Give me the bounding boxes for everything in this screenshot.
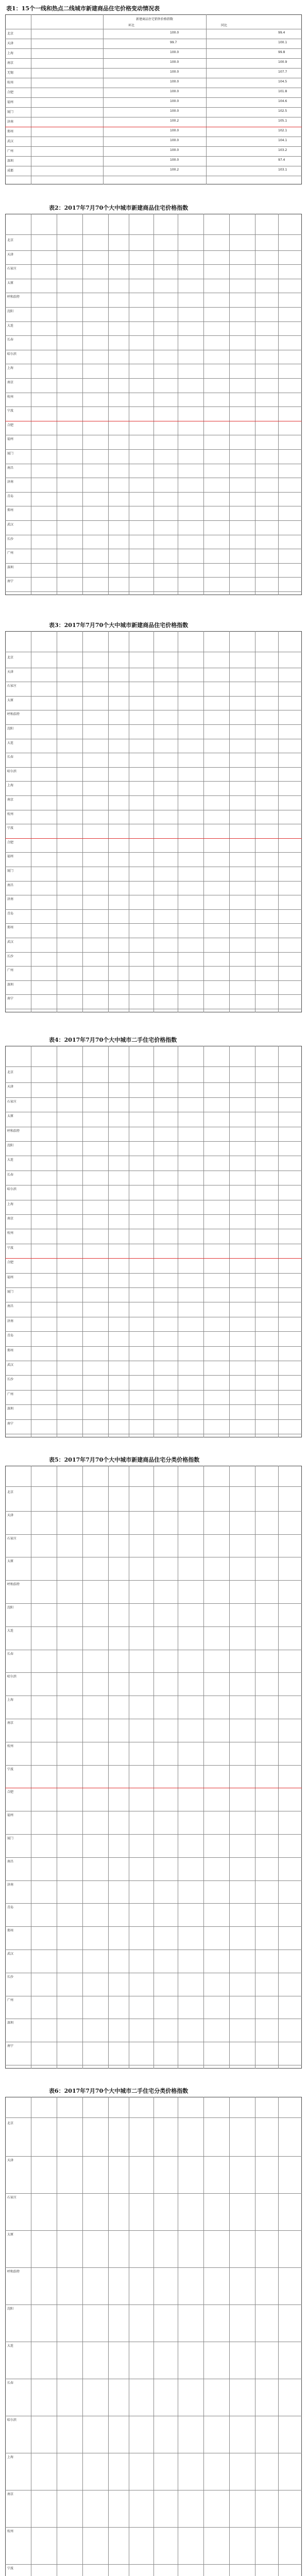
city-name: 杭州	[7, 1231, 14, 1235]
table-rule	[203, 214, 204, 595]
table-rule	[82, 1466, 83, 2069]
table-cell: 100.0	[170, 139, 179, 142]
table-header: 同比	[220, 24, 227, 27]
table-rule	[278, 631, 279, 1012]
city-name: 南宁	[7, 1421, 14, 1426]
city-name: 长沙	[7, 1378, 14, 1382]
city-name: 南京	[7, 1217, 14, 1221]
city-name: 福州	[7, 855, 14, 859]
table-cell: 107.7	[278, 70, 287, 74]
table-rule	[5, 1258, 302, 1259]
table-rule	[5, 1626, 302, 1627]
city-name: 长春	[7, 755, 14, 759]
table-rule	[5, 980, 302, 981]
city-name: 呼和浩特	[7, 1583, 20, 1587]
city-name: 呼和浩特	[7, 295, 20, 299]
table-rule	[5, 1511, 302, 1512]
city-name: 天津	[7, 2159, 14, 2162]
city-name: 宁波	[7, 409, 14, 413]
city-name: 厦门	[7, 1290, 14, 1294]
city-name: 济南	[7, 120, 14, 124]
city-name: 天津	[7, 42, 14, 45]
city-name: 上海	[7, 1202, 14, 1206]
table-rule	[5, 2193, 302, 2194]
table-rule	[5, 146, 302, 147]
city-name: 宁波	[7, 826, 14, 831]
table-rule	[5, 1419, 302, 1420]
city-name: 南昌	[7, 883, 14, 887]
table-title: 表5：2017年7月70个大中城市新建商品住宅分类价格指数	[49, 1456, 200, 1463]
table-frame	[5, 14, 302, 184]
city-name: 郑州	[7, 1929, 14, 1933]
city-name: 北京	[7, 1071, 14, 1074]
table-cell: 100.2	[170, 168, 179, 172]
table-rule	[5, 563, 302, 564]
city-name: 上海	[7, 2455, 14, 2459]
city-name: 郑州	[7, 1348, 14, 1352]
table-cell: 99.7	[170, 41, 177, 44]
city-name: 长沙	[7, 954, 14, 958]
city-name: 青岛	[7, 911, 14, 916]
city-name: 石家庄	[7, 1099, 17, 1104]
city-name: 广州	[7, 1392, 14, 1396]
city-name: 南昌	[7, 1859, 14, 1863]
table-title: 表4：2017年7月70个大中城市二手住宅价格指数	[49, 1037, 177, 1043]
city-name: 福州	[7, 100, 14, 104]
city-name: 南宁	[7, 2044, 14, 2048]
table-rule	[5, 1390, 302, 1391]
table-rule	[5, 1273, 302, 1274]
city-name: 杭州	[7, 395, 14, 399]
city-name: 沈阳	[7, 1606, 14, 1609]
city-name: 哈尔滨	[7, 2418, 17, 2422]
table-cell: 100.0	[170, 60, 179, 64]
table-rule	[278, 1466, 279, 2069]
table-rule	[206, 14, 207, 184]
table-rule	[5, 1765, 302, 1766]
city-name: 武汉	[7, 1952, 14, 1956]
table-rule	[203, 1046, 204, 1437]
city-name: 哈尔滨	[7, 769, 17, 773]
city-name: 杭州	[7, 2530, 14, 2533]
table-rule	[5, 838, 302, 839]
city-name: 武汉	[7, 940, 14, 944]
table-rule	[5, 696, 302, 697]
table-rule	[5, 264, 302, 265]
table-rule	[5, 307, 302, 308]
city-name: 大连	[7, 1158, 14, 1162]
city-name: 北京	[7, 239, 14, 242]
table-rule	[203, 1466, 204, 2069]
table-rule	[278, 214, 279, 595]
city-name: 郑州	[7, 509, 14, 513]
city-name: 合肥	[7, 1790, 14, 1794]
table-cell: 99.8	[278, 50, 285, 54]
table-rule	[5, 335, 302, 336]
city-name: 南昌	[7, 1304, 14, 1309]
city-name: 哈尔滨	[7, 1675, 17, 1679]
table-cell: 100.0	[170, 99, 179, 103]
table-cell: 104.5	[278, 80, 287, 83]
city-name: 石家庄	[7, 1536, 17, 1540]
table-rule	[5, 1672, 302, 1673]
city-name: 济南	[7, 1883, 14, 1887]
table-rule	[5, 724, 302, 725]
table-rule	[5, 994, 302, 995]
table-rule	[5, 577, 302, 578]
table-rule	[5, 321, 302, 322]
table-rule	[82, 1046, 83, 1437]
city-name: 厦门	[7, 1837, 14, 1840]
city-name: 长沙	[7, 537, 14, 541]
city-name: 大连	[7, 1629, 14, 1633]
table-cell: 103.2	[278, 148, 287, 152]
table-rule	[5, 1857, 302, 1858]
city-name: 长春	[7, 1173, 14, 1177]
city-name: 长沙	[7, 1975, 14, 1979]
table-cell: 100.0	[170, 148, 179, 152]
table-rule	[229, 1046, 230, 1437]
table-rule	[5, 2267, 302, 2268]
city-name: 长春	[7, 1652, 14, 1656]
table-rule	[5, 1331, 302, 1332]
table-rule	[5, 58, 302, 59]
city-name: 天津	[7, 1513, 14, 1517]
table-rule	[203, 631, 204, 1012]
table-rule	[82, 2097, 83, 2576]
city-name: 厦门	[7, 110, 14, 114]
city-name: 合肥	[7, 1261, 14, 1265]
table-rule	[5, 520, 302, 521]
table-rule	[108, 1466, 109, 2069]
city-name: 成都	[7, 169, 14, 173]
table-rule	[5, 1534, 302, 1535]
city-name: 上海	[7, 1698, 14, 1702]
table-rule	[5, 1580, 302, 1581]
city-name: 广州	[7, 1998, 14, 2002]
table-rule	[5, 781, 302, 782]
city-name: 大连	[7, 2344, 14, 2348]
table-rule	[103, 14, 104, 184]
table-rule	[108, 214, 109, 595]
city-name: 南京	[7, 61, 14, 65]
table-cell: 102.1	[278, 129, 287, 132]
city-name: 福州	[7, 437, 14, 442]
table-cell: 97.4	[278, 158, 285, 162]
table-rule	[5, 1214, 302, 1215]
city-name: 济南	[7, 897, 14, 902]
table-rule	[5, 250, 302, 251]
city-name: 广州	[7, 149, 14, 153]
table-rule	[5, 48, 302, 49]
table-title: 表2：2017年7月70个大中城市新建商品住宅价格指数	[49, 205, 189, 211]
city-name: 天津	[7, 1085, 14, 1089]
city-name: 广州	[7, 551, 14, 555]
city-name: 上海	[7, 784, 14, 788]
table-cell: 100.9	[278, 60, 287, 64]
table-rule	[5, 767, 302, 768]
table-rule	[5, 406, 302, 407]
table-rule	[5, 881, 302, 882]
table-rule	[5, 1097, 302, 1098]
table-cell: 100.0	[170, 90, 179, 93]
table-title: 表1：15个一线和热点二线城市新建商品住宅价格变动情况表	[6, 5, 160, 12]
city-name: 南京	[7, 1721, 14, 1725]
city-name: 深圳	[7, 2021, 14, 2025]
city-name: 大连	[7, 741, 14, 745]
table-rule	[5, 591, 302, 592]
table-cell: 100.0	[170, 158, 179, 162]
table-rule	[108, 2097, 109, 2576]
city-name: 北京	[7, 2122, 14, 2125]
table-rule	[5, 2564, 302, 2565]
table-rule	[5, 2156, 302, 2157]
table-rule	[278, 1046, 279, 1437]
table-cell: 100.0	[170, 31, 179, 35]
city-name: 南京	[7, 798, 14, 802]
city-name: 北京	[7, 32, 14, 36]
city-name: 青岛	[7, 1906, 14, 1910]
table-cell: 101.8	[278, 90, 287, 93]
city-name: 郑州	[7, 130, 14, 133]
city-name: 济南	[7, 1319, 14, 1323]
city-name: 深圳	[7, 1407, 14, 1411]
city-name: 大连	[7, 324, 14, 328]
table-cell: 104.1	[278, 139, 287, 142]
table-rule	[229, 214, 230, 595]
table-rule	[203, 2097, 204, 2576]
table-cell: 100.1	[278, 41, 287, 44]
city-name: 杭州	[7, 812, 14, 816]
city-name: 无锡	[7, 71, 14, 75]
city-name: 深圳	[7, 565, 14, 569]
table-rule	[5, 1880, 302, 1881]
city-name: 广州	[7, 969, 14, 973]
city-name: 青岛	[7, 494, 14, 498]
city-name: 南昌	[7, 466, 14, 470]
city-name: 福州	[7, 1814, 14, 1818]
table-cell: 102.5	[278, 109, 287, 113]
city-name: 太原	[7, 2233, 14, 2236]
table-rule	[108, 631, 109, 1012]
city-name: 石家庄	[7, 684, 17, 688]
table-cell: 100.0	[170, 50, 179, 54]
city-name: 深圳	[7, 982, 14, 987]
city-name: 宁波	[7, 2567, 14, 2570]
table-rule	[5, 1834, 302, 1835]
city-name: 南京	[7, 2493, 14, 2496]
city-name: 上海	[7, 52, 14, 55]
city-name: 太原	[7, 1114, 14, 1118]
city-name: 呼和浩特	[7, 2270, 20, 2274]
table-title: 表6：2017年7月70个大中城市二手住宅分类价格指数	[49, 2088, 189, 2094]
city-name: 宁波	[7, 1246, 14, 1250]
table-cell: 100.0	[170, 129, 179, 132]
table-rule	[5, 2527, 302, 2528]
city-name: 青岛	[7, 1334, 14, 1338]
city-name: 合肥	[7, 423, 14, 427]
city-name: 上海	[7, 366, 14, 370]
table-rule	[5, 1287, 302, 1288]
city-name: 武汉	[7, 140, 14, 143]
table-rule	[5, 1926, 302, 1927]
city-name: 郑州	[7, 926, 14, 930]
table-rule	[5, 1903, 302, 1904]
table-rule	[82, 631, 83, 1012]
table-header: 环比	[128, 24, 134, 27]
city-name: 石家庄	[7, 2196, 17, 2199]
city-name: 哈尔滨	[7, 352, 17, 356]
city-name: 天津	[7, 670, 14, 674]
table-rule	[5, 923, 302, 924]
table-rule	[5, 852, 302, 853]
city-name: 厦门	[7, 869, 14, 873]
city-name: 石家庄	[7, 267, 17, 271]
table-rule	[5, 107, 302, 108]
city-name: 南京	[7, 381, 14, 384]
city-name: 北京	[7, 1490, 14, 1494]
table-rule	[5, 1346, 302, 1347]
table-rule	[278, 2097, 279, 2576]
table-rule	[5, 966, 302, 967]
city-name: 长春	[7, 2381, 14, 2385]
table-rule	[5, 795, 302, 796]
table-rule	[5, 2230, 302, 2231]
city-name: 福州	[7, 1275, 14, 1279]
table-rule	[108, 1046, 109, 1437]
city-name: 北京	[7, 656, 14, 659]
city-name: 宁波	[7, 1767, 14, 1771]
table-rule	[5, 378, 302, 379]
city-name: 南宁	[7, 580, 14, 584]
city-name: 呼和浩特	[7, 1129, 20, 1133]
city-name: 沈阳	[7, 310, 14, 313]
table-rule	[5, 1375, 302, 1376]
table-cell: 103.1	[278, 168, 287, 172]
city-name: 武汉	[7, 1363, 14, 1367]
table-rule	[229, 631, 230, 1012]
city-name: 深圳	[7, 159, 14, 163]
city-name: 哈尔滨	[7, 1188, 17, 1192]
city-name: 沈阳	[7, 2307, 14, 2311]
table-rule	[229, 2097, 230, 2576]
table-header: 新建商品住宅销售价格指数	[135, 18, 173, 21]
table-rule	[82, 214, 83, 595]
table-cell: 104.6	[278, 99, 287, 103]
table-title: 表3：2017年7月70个大中城市新建商品住宅价格指数	[49, 622, 189, 629]
table-rule	[229, 1466, 230, 2069]
city-name: 合肥	[7, 91, 14, 94]
table-rule	[5, 1141, 302, 1142]
table-cell: 99.4	[278, 31, 285, 35]
table-rule	[5, 68, 302, 69]
city-name: 合肥	[7, 840, 14, 844]
table-rule	[5, 2304, 302, 2305]
city-name: 天津	[7, 252, 14, 257]
city-name: 沈阳	[7, 727, 14, 731]
city-name: 长春	[7, 338, 14, 342]
city-name: 太原	[7, 698, 14, 702]
table-cell: 100.2	[170, 119, 179, 123]
table-cell: 105.1	[278, 119, 287, 123]
table-rule	[5, 449, 302, 450]
city-name: 厦门	[7, 452, 14, 455]
table-rule	[5, 492, 302, 493]
city-name: 南宁	[7, 997, 14, 1001]
city-name: 济南	[7, 480, 14, 484]
table-rule	[5, 97, 302, 98]
table-rule	[5, 1603, 302, 1604]
city-name: 杭州	[7, 1744, 14, 1748]
table-rule	[5, 909, 302, 910]
table-rule	[5, 952, 302, 953]
city-name: 杭州	[7, 81, 14, 84]
city-name: 太原	[7, 281, 14, 285]
table-cell: 100.0	[170, 80, 179, 83]
city-name: 呼和浩特	[7, 713, 20, 717]
table-rule	[5, 1082, 302, 1083]
city-name: 沈阳	[7, 1144, 14, 1147]
table-cell: 100.0	[170, 70, 179, 74]
city-name: 武汉	[7, 523, 14, 527]
table-rule	[5, 156, 302, 157]
city-name: 太原	[7, 1560, 14, 1564]
table-cell: 100.0	[170, 109, 179, 113]
table-rule	[5, 1404, 302, 1405]
